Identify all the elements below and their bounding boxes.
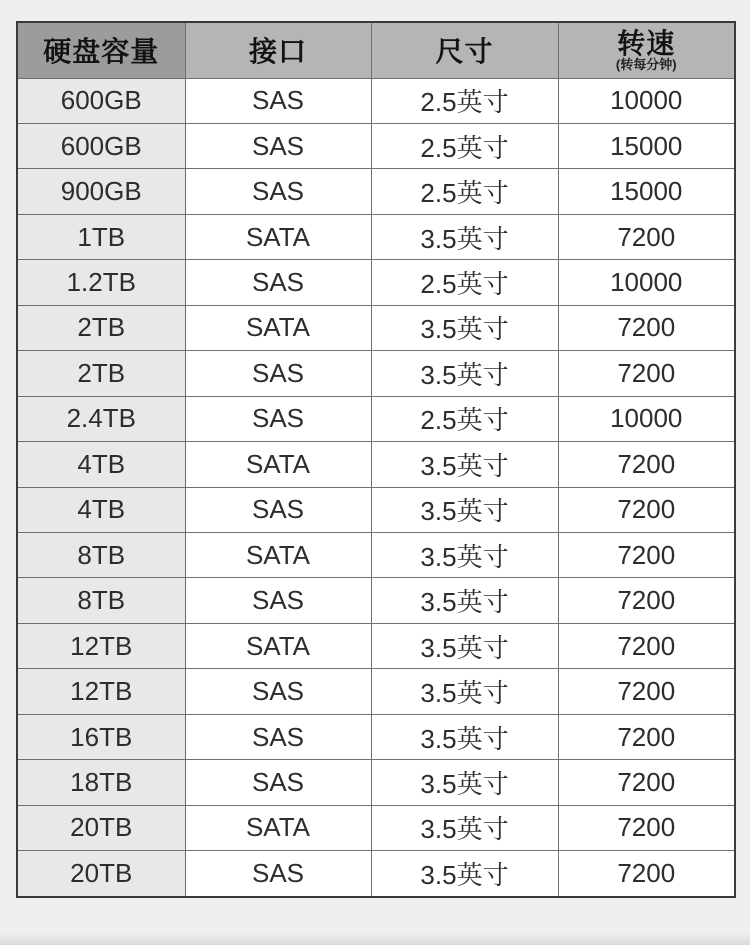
table-row	[17, 123, 735, 168]
cell-interface: SAS	[185, 351, 371, 396]
cell-speed: 7200	[558, 533, 735, 578]
cell-speed: 10000	[558, 78, 735, 123]
cell-speed: 15000	[558, 123, 735, 168]
cell-capacity: 8TB	[17, 533, 185, 578]
table-body	[17, 78, 735, 897]
cell-interface: SAS	[185, 123, 371, 168]
header-speed	[558, 22, 735, 78]
header-speed-label: 转速	[617, 27, 676, 59]
cell-interface: SAS	[185, 669, 371, 714]
cell-size: 2.5英寸	[371, 123, 558, 168]
cell-capacity: 600GB	[17, 123, 185, 168]
cell-speed: 7200	[558, 851, 735, 897]
cell-capacity: 2.4TB	[17, 396, 185, 441]
cell-size: 3.5英寸	[371, 760, 558, 805]
cell-interface: SAS	[185, 578, 371, 623]
header-row	[17, 22, 735, 78]
header-speed-unit: (转每分钟)	[615, 57, 677, 73]
header-capacity: 硬盘容量	[17, 22, 185, 78]
cell-capacity: 900GB	[17, 169, 185, 214]
cell-speed: 7200	[558, 214, 735, 259]
cell-speed: 7200	[558, 669, 735, 714]
table-row	[17, 351, 735, 396]
cell-capacity: 12TB	[17, 623, 185, 668]
cell-capacity: 12TB	[17, 669, 185, 714]
table-row	[17, 578, 735, 623]
table-row	[17, 305, 735, 350]
table-row	[17, 214, 735, 259]
table-row	[17, 714, 735, 759]
cell-interface: SATA	[185, 214, 371, 259]
cell-size: 3.5英寸	[371, 214, 558, 259]
cell-interface: SATA	[185, 305, 371, 350]
cell-speed: 10000	[558, 260, 735, 305]
cell-size: 3.5英寸	[371, 578, 558, 623]
table-row	[17, 669, 735, 714]
cell-size: 3.5英寸	[371, 533, 558, 578]
cell-speed: 7200	[558, 305, 735, 350]
cell-interface: SATA	[185, 533, 371, 578]
table-row	[17, 169, 735, 214]
cell-speed: 7200	[558, 442, 735, 487]
cell-size: 3.5英寸	[371, 442, 558, 487]
cell-size: 3.5英寸	[371, 714, 558, 759]
cell-interface: SAS	[185, 260, 371, 305]
cell-speed: 10000	[558, 396, 735, 441]
cell-capacity: 2TB	[17, 351, 185, 396]
cell-size: 2.5英寸	[371, 260, 558, 305]
cell-speed: 7200	[558, 578, 735, 623]
cell-size: 3.5英寸	[371, 351, 558, 396]
cell-speed: 7200	[558, 487, 735, 532]
cell-interface: SAS	[185, 396, 371, 441]
cell-size: 2.5英寸	[371, 396, 558, 441]
cell-capacity: 4TB	[17, 442, 185, 487]
cell-capacity: 8TB	[17, 578, 185, 623]
header-size: 尺寸	[371, 22, 558, 78]
cell-interface: SAS	[185, 78, 371, 123]
table-row	[17, 260, 735, 305]
table-row	[17, 805, 735, 850]
cell-speed: 7200	[558, 760, 735, 805]
cell-capacity: 600GB	[17, 78, 185, 123]
cell-interface: SAS	[185, 487, 371, 532]
cell-interface: SAS	[185, 760, 371, 805]
table-row	[17, 487, 735, 532]
table-row	[17, 78, 735, 123]
cell-speed: 15000	[558, 169, 735, 214]
bottom-shadow-band	[0, 933, 750, 945]
cell-interface: SATA	[185, 442, 371, 487]
cell-size: 3.5英寸	[371, 669, 558, 714]
cell-interface: SATA	[185, 623, 371, 668]
table-row	[17, 760, 735, 805]
cell-interface: SAS	[185, 169, 371, 214]
cell-capacity: 20TB	[17, 851, 185, 897]
cell-interface: SATA	[185, 805, 371, 850]
cell-size: 3.5英寸	[371, 851, 558, 897]
table-row	[17, 396, 735, 441]
cell-size: 2.5英寸	[371, 78, 558, 123]
cell-size: 3.5英寸	[371, 305, 558, 350]
cell-size: 3.5英寸	[371, 805, 558, 850]
cell-interface: SAS	[185, 851, 371, 897]
cell-speed: 7200	[558, 714, 735, 759]
cell-size: 3.5英寸	[371, 487, 558, 532]
cell-capacity: 20TB	[17, 805, 185, 850]
table-row	[17, 533, 735, 578]
cell-speed: 7200	[558, 351, 735, 396]
table-row	[17, 851, 735, 897]
cell-size: 2.5英寸	[371, 169, 558, 214]
cell-capacity: 1.2TB	[17, 260, 185, 305]
cell-capacity: 4TB	[17, 487, 185, 532]
cell-size: 3.5英寸	[371, 623, 558, 668]
hdd-spec-table	[16, 21, 736, 898]
cell-capacity: 1TB	[17, 214, 185, 259]
cell-interface: SAS	[185, 714, 371, 759]
table-row	[17, 623, 735, 668]
header-interface: 接口	[185, 22, 371, 78]
cell-speed: 7200	[558, 805, 735, 850]
cell-speed: 7200	[558, 623, 735, 668]
cell-capacity: 16TB	[17, 714, 185, 759]
cell-capacity: 18TB	[17, 760, 185, 805]
cell-capacity: 2TB	[17, 305, 185, 350]
table-row	[17, 442, 735, 487]
